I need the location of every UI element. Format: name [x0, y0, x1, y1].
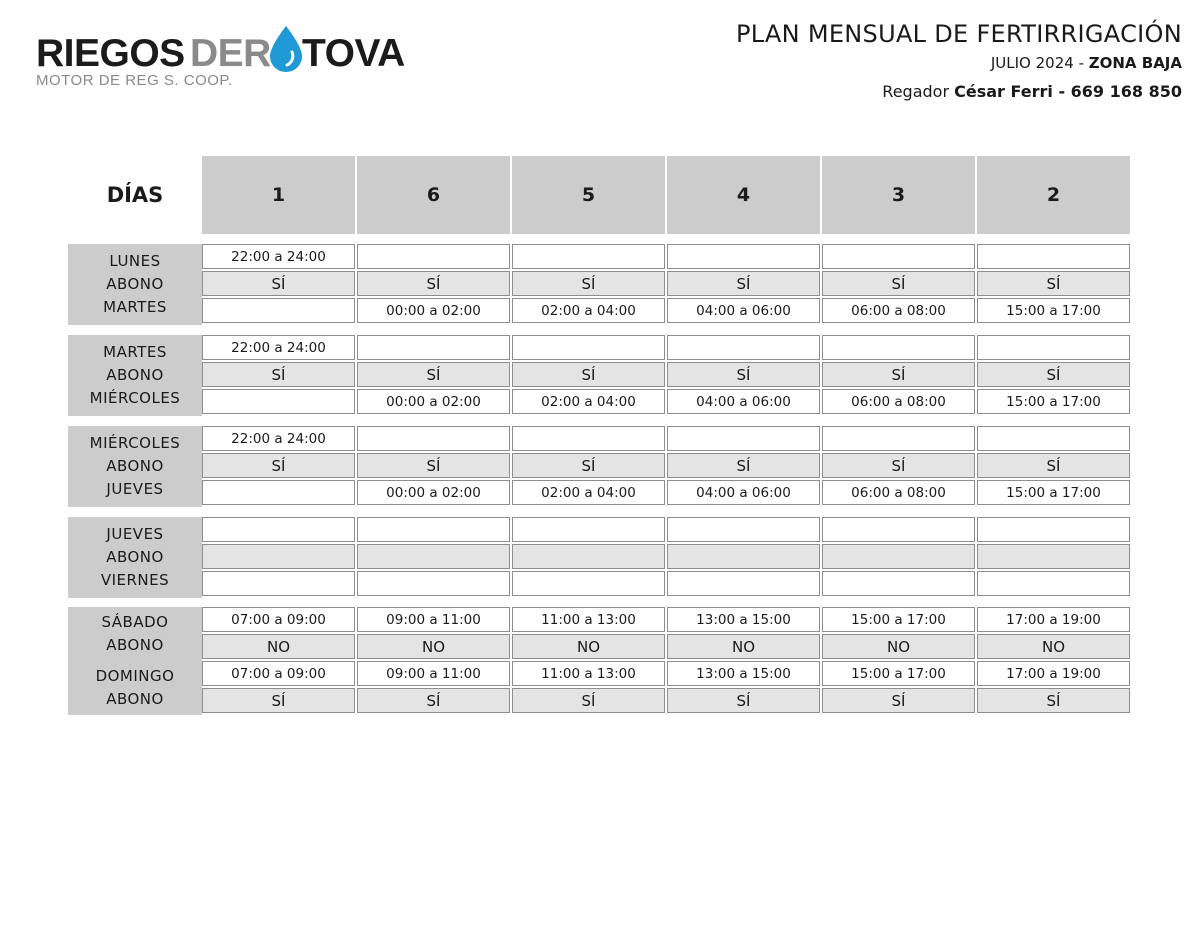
time-cell: [977, 571, 1130, 596]
column-header: 2: [977, 156, 1130, 234]
time-cell: 22:00 a 24:00: [202, 335, 355, 360]
time-cell: 04:00 a 06:00: [667, 389, 820, 414]
time-cell: 15:00 a 17:00: [822, 607, 975, 632]
day-label-line: ABONO: [106, 690, 164, 708]
time-cell: [667, 571, 820, 596]
time-cell: 11:00 a 13:00: [512, 607, 665, 632]
time-cell: [512, 244, 665, 269]
day-group-label: [68, 661, 202, 715]
time-cell: 15:00 a 17:00: [977, 389, 1130, 414]
abono-cell: [512, 544, 665, 569]
time-cell: [977, 335, 1130, 360]
logo-subtitle: MOTOR DE REG S. COOP.: [36, 72, 233, 89]
abono-cell: [977, 544, 1130, 569]
column-header: 1: [202, 156, 355, 234]
abono-cell: SÍ: [822, 688, 975, 713]
day-label-line: LUNES: [109, 252, 161, 270]
regador-line: [882, 82, 1182, 101]
time-cell: [357, 244, 510, 269]
month-label: JULIO 2024: [990, 54, 1074, 72]
abono-cell: SÍ: [667, 271, 820, 296]
time-cell: [357, 571, 510, 596]
day-group-label: [68, 244, 202, 325]
day-label-line: JUEVES: [106, 525, 164, 543]
time-cell: [822, 335, 975, 360]
day-label-line: ABONO: [106, 366, 164, 384]
regador-label: Regador: [882, 82, 955, 101]
day-label-line: ABONO: [106, 636, 164, 654]
abono-cell: NO: [822, 634, 975, 659]
time-cell: [202, 389, 355, 414]
logo-text-tova: TOVA: [302, 32, 405, 75]
abono-cell: SÍ: [357, 453, 510, 478]
time-cell: 07:00 a 09:00: [202, 607, 355, 632]
time-cell: 04:00 a 06:00: [667, 298, 820, 323]
time-cell: 15:00 a 17:00: [977, 298, 1130, 323]
time-cell: 04:00 a 06:00: [667, 480, 820, 505]
column-header: 5: [512, 156, 665, 234]
time-cell: [822, 571, 975, 596]
abono-cell: SÍ: [977, 688, 1130, 713]
column-header: 6: [357, 156, 510, 234]
time-cell: 07:00 a 09:00: [202, 661, 355, 686]
document-title: PLAN MENSUAL DE FERTIRRIGACIÓN: [735, 20, 1182, 48]
abono-cell: SÍ: [202, 688, 355, 713]
abono-cell: SÍ: [977, 271, 1130, 296]
time-cell: 06:00 a 08:00: [822, 389, 975, 414]
day-group-label: [68, 426, 202, 507]
time-cell: 09:00 a 11:00: [357, 607, 510, 632]
abono-cell: SÍ: [357, 271, 510, 296]
zone-label: ZONA BAJA: [1088, 54, 1182, 72]
day-group-label: [68, 607, 202, 661]
logo-text-der: DER: [190, 32, 271, 75]
time-cell: 09:00 a 11:00: [357, 661, 510, 686]
day-label-line: MARTES: [103, 298, 167, 316]
abono-cell: NO: [667, 634, 820, 659]
abono-cell: SÍ: [512, 362, 665, 387]
time-cell: 02:00 a 04:00: [512, 480, 665, 505]
abono-cell: SÍ: [977, 362, 1130, 387]
abono-cell: SÍ: [667, 362, 820, 387]
time-cell: [357, 426, 510, 451]
abono-cell: NO: [977, 634, 1130, 659]
time-cell: [667, 426, 820, 451]
time-cell: 17:00 a 19:00: [977, 607, 1130, 632]
time-cell: [357, 335, 510, 360]
time-cell: [667, 335, 820, 360]
time-cell: [822, 426, 975, 451]
time-cell: [977, 426, 1130, 451]
abono-cell: SÍ: [977, 453, 1130, 478]
time-cell: 13:00 a 15:00: [667, 607, 820, 632]
abono-cell: SÍ: [357, 688, 510, 713]
abono-cell: SÍ: [667, 688, 820, 713]
day-label-line: VIERNES: [100, 571, 170, 589]
abono-cell: SÍ: [667, 453, 820, 478]
document-subtitle: [991, 54, 1182, 72]
abono-cell: SÍ: [822, 271, 975, 296]
water-drop-icon: [266, 24, 306, 74]
time-cell: [977, 517, 1130, 542]
time-cell: 02:00 a 04:00: [512, 298, 665, 323]
abono-cell: [357, 544, 510, 569]
abono-cell: SÍ: [512, 271, 665, 296]
abono-cell: SÍ: [512, 453, 665, 478]
time-cell: 15:00 a 17:00: [977, 480, 1130, 505]
abono-cell: NO: [202, 634, 355, 659]
time-cell: 22:00 a 24:00: [202, 244, 355, 269]
day-label-line: ABONO: [106, 548, 164, 566]
time-cell: [977, 244, 1130, 269]
abono-cell: SÍ: [202, 271, 355, 296]
time-cell: [822, 244, 975, 269]
time-cell: 17:00 a 19:00: [977, 661, 1130, 686]
time-cell: [512, 517, 665, 542]
time-cell: 22:00 a 24:00: [202, 426, 355, 451]
abono-cell: NO: [357, 634, 510, 659]
time-cell: [357, 517, 510, 542]
time-cell: [202, 517, 355, 542]
day-group-label: [68, 335, 202, 416]
time-cell: 00:00 a 02:00: [357, 389, 510, 414]
abono-cell: SÍ: [822, 453, 975, 478]
abono-cell: SÍ: [822, 362, 975, 387]
time-cell: 02:00 a 04:00: [512, 389, 665, 414]
day-label-line: JUEVES: [106, 480, 164, 498]
time-cell: [202, 298, 355, 323]
time-cell: [202, 480, 355, 505]
abono-cell: [822, 544, 975, 569]
abono-cell: SÍ: [357, 362, 510, 387]
time-cell: 11:00 a 13:00: [512, 661, 665, 686]
time-cell: [202, 571, 355, 596]
time-cell: 15:00 a 17:00: [822, 661, 975, 686]
time-cell: [512, 335, 665, 360]
day-label-line: MIÉRCOLES: [89, 434, 181, 452]
time-cell: 00:00 a 02:00: [357, 298, 510, 323]
time-cell: [667, 244, 820, 269]
time-cell: 06:00 a 08:00: [822, 480, 975, 505]
time-cell: [512, 571, 665, 596]
column-header: 3: [822, 156, 975, 234]
abono-cell: SÍ: [512, 688, 665, 713]
day-label-line: ABONO: [106, 457, 164, 475]
time-cell: 13:00 a 15:00: [667, 661, 820, 686]
company-logo: [36, 30, 436, 100]
abono-cell: [202, 544, 355, 569]
abono-cell: SÍ: [202, 362, 355, 387]
time-cell: [512, 426, 665, 451]
day-group-label: [68, 517, 202, 598]
time-cell: 06:00 a 08:00: [822, 298, 975, 323]
day-label-line: ABONO: [106, 275, 164, 293]
time-cell: [822, 517, 975, 542]
time-cell: 00:00 a 02:00: [357, 480, 510, 505]
time-cell: [667, 517, 820, 542]
abono-cell: [667, 544, 820, 569]
separator: -: [1073, 54, 1089, 72]
day-label-line: MARTES: [103, 343, 167, 361]
day-label-line: MIÉRCOLES: [89, 389, 181, 407]
dias-header: DÍAS: [106, 183, 164, 207]
abono-cell: NO: [512, 634, 665, 659]
logo-text-riegos: RIEGOS: [36, 32, 185, 75]
day-label-line: DOMINGO: [95, 667, 175, 685]
day-label-line: SÁBADO: [101, 613, 169, 631]
regador-name: César Ferri - 669 168 850: [954, 82, 1182, 101]
abono-cell: SÍ: [202, 453, 355, 478]
column-header: 4: [667, 156, 820, 234]
